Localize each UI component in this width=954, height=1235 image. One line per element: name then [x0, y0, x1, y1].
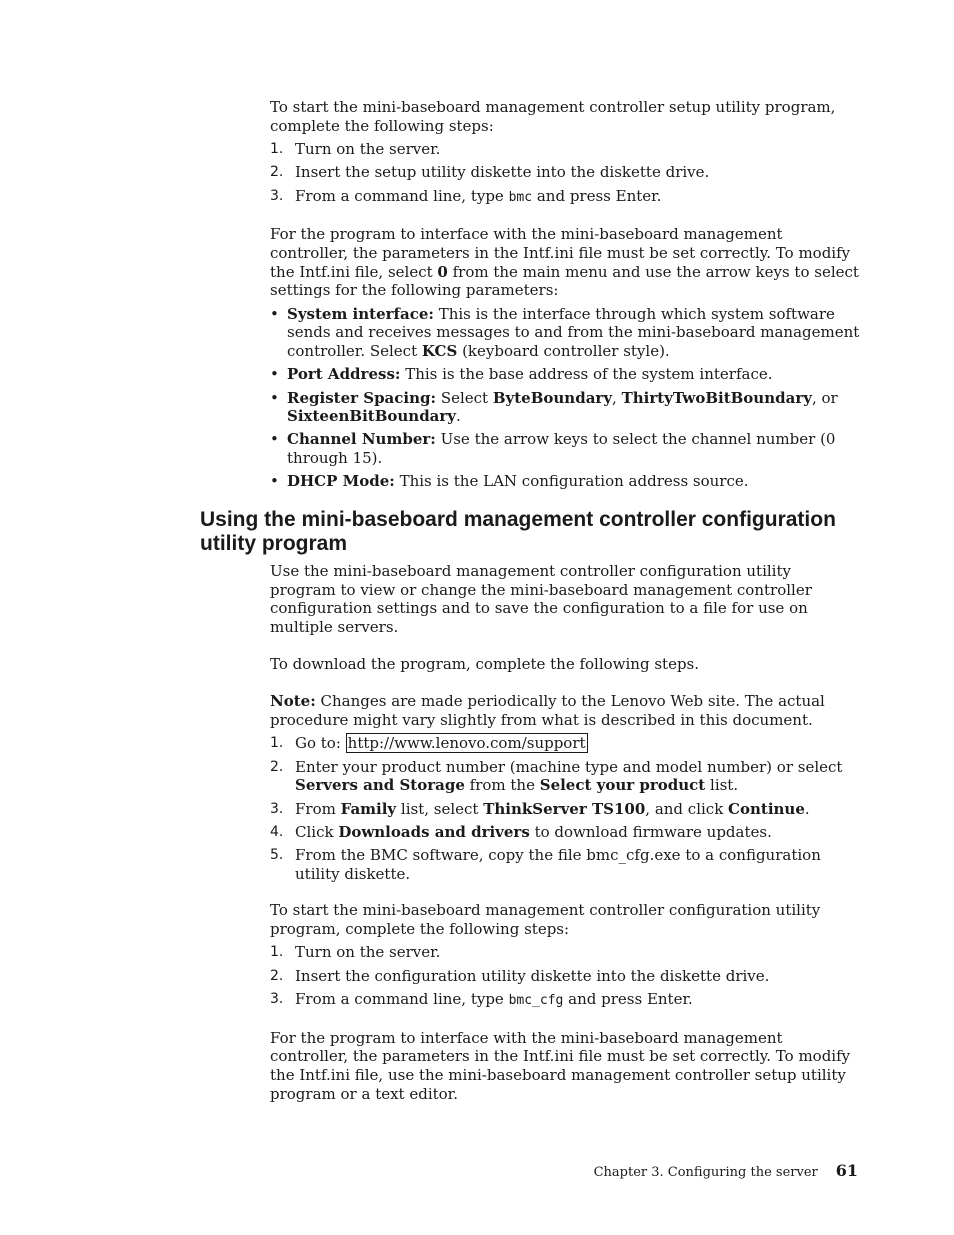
setup-intro-paragraph: To start the mini-baseboard management controller setup utility program, complete the following steps: [270, 98, 836, 135]
bullet-icon: • [270, 304, 279, 323]
configuration-utility-section [270, 562, 860, 1103]
list-item: 3. From a command line, type bmc and press Enter. [270, 186, 662, 205]
command-code: bmc_cfg [508, 993, 564, 1009]
download-intro-paragraph: To download the program, complete the following steps. [270, 654, 700, 673]
list-item: 5. From the BMC software, copy the file bmc_cfg.exe to a configuration utility diskette. [270, 846, 821, 883]
list-item: 4. Click Downloads and drivers to download firmware updates. [270, 822, 772, 841]
setup-steps-list [270, 140, 860, 207]
chapter-title: Chapter 3. Configuring the server [593, 1165, 818, 1180]
list-item: 3. From a command line, type bmc_cfg and press Enter. [270, 990, 693, 1009]
list-item: • System interface: This is the interface through which system software sends and receives messages to and from the mini-baseboard management controller. Select KCS (keyboard controller style). [270, 304, 860, 360]
bullet-icon: • [270, 472, 279, 491]
section-heading: Using the mini-baseboard management controller configuration utility program [200, 508, 836, 555]
bullet-icon: • [270, 388, 279, 407]
list-item: • DHCP Mode: This is the LAN configuration address source. [270, 472, 749, 491]
list-item: • Channel Number: Use the arrow keys to select the channel number (0 through 15). [270, 430, 836, 468]
list-item: • Register Spacing: Select ByteBoundary, ThirtyTwoBitBoundary, or SixteenBitBoundary. [270, 388, 838, 426]
setup-utility-section [270, 98, 860, 491]
list-item: 1. Go to: http://www.lenovo.com/support [270, 734, 586, 753]
config-start-intro-paragraph: To start the mini-baseboard management controller configuration utility program, complete the following steps: [270, 901, 821, 939]
note-paragraph: Note: Changes are made periodically to the Lenovo Web site. The actual procedure might vary slightly from what is described in this document. [270, 692, 825, 729]
config-intro-paragraph: Use the mini-baseboard management controller configuration utility program to view or change the mini-baseboard management controller configuration settings and to save the configuration to a file for use on multiple servers. [270, 562, 812, 636]
list-item: 2. Insert the setup utility diskette into the diskette drive. [270, 163, 710, 182]
page-number: 61 [835, 1161, 858, 1180]
list-item: 1. Turn on the server. [270, 139, 441, 158]
command-code: bmc [508, 189, 533, 205]
bullet-icon: • [270, 430, 279, 449]
list-item: 2. Insert the configuration utility diskette into the diskette drive. [270, 966, 770, 985]
list-item: 1. Turn on the server. [270, 943, 441, 962]
list-item: 2. Enter your product number (machine type and model number) or select Servers and Storage from the Select your product list. [270, 757, 843, 795]
list-item: 3. From Family list, select ThinkServer TS100, and click Continue. [270, 799, 810, 818]
config-start-steps-list [270, 943, 860, 1010]
list-item: • Port Address: This is the base address of the system interface. [270, 365, 773, 384]
parameters-list [270, 305, 860, 492]
page-footer [594, 1162, 858, 1183]
download-steps-list [270, 734, 860, 883]
final-paragraph: For the program to interface with the mini-baseboard management controller, the parameters in the Intf.ini file must be set correctly. To modify the Intf.ini file, use the mini-baseboard management controller setup utility program or a text editor. [270, 1028, 851, 1103]
params-intro-paragraph: For the program to interface with the mini-baseboard management controller, the parameters in the Intf.ini file must be set correctly. To modify the Intf.ini file, select 0 from the main menu and use the arrow keys to select settings for the following parameters: [270, 225, 859, 300]
lenovo-support-link[interactable]: http://www.lenovo.com/support [347, 734, 586, 753]
bullet-icon: • [270, 365, 279, 384]
